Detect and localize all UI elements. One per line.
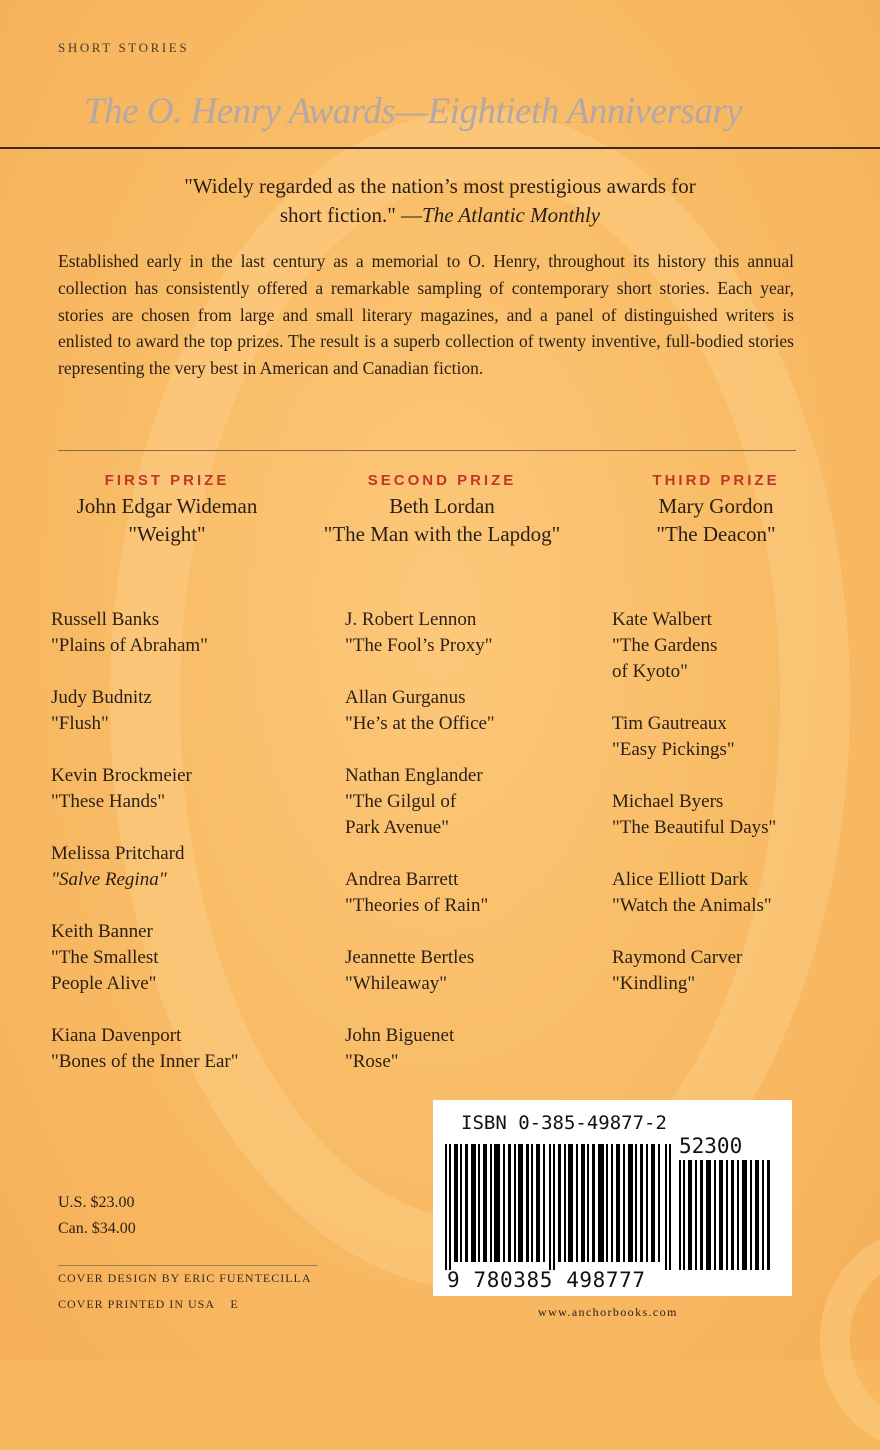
price-code: 52300 xyxy=(679,1134,743,1158)
section-divider xyxy=(58,450,796,451)
banner-title: The O. Henry Awards—Eightieth Anniversary xyxy=(84,91,743,132)
story-author: Keith Banner xyxy=(51,921,153,942)
credits-rule xyxy=(58,1265,318,1266)
list-item xyxy=(51,685,311,737)
story-title: "The Fool’s Proxy" xyxy=(345,635,493,656)
story-author: Raymond Carver xyxy=(612,947,743,968)
list-item xyxy=(51,919,311,997)
list-item xyxy=(612,711,852,763)
series-label: SHORT STORIES xyxy=(58,40,190,55)
stories-column-1 xyxy=(51,607,311,1101)
story-title: "The Beautiful Days" xyxy=(612,817,777,838)
story-author: John Biguenet xyxy=(345,1025,455,1046)
story-title: "Flush" xyxy=(51,713,109,734)
story-author: Kiana Davenport xyxy=(51,1025,182,1046)
barcode-box xyxy=(433,1100,792,1296)
description-blurb: Established early in the last century as a memorial to O. Henry, throughout its history this annual collection has consistently offered a remarkable sampling of contemporary short stories. Each year, stories are chosen from large and small literary magazines, and a panel of distinguished writers is enlisted to award the top prizes. The result is a superb collection of twenty inventive, full-bodied stories representing the very best in American and Canadian fiction. xyxy=(58,251,794,379)
list-item xyxy=(345,945,595,997)
quote-line-1: "Widely regarded as the nation’s most prestigious awards for xyxy=(184,174,696,198)
list-item xyxy=(345,763,595,841)
story-author: Tim Gautreaux xyxy=(612,713,727,734)
story-author: Judy Budnitz xyxy=(51,687,152,708)
second-prize-block xyxy=(302,470,582,548)
story-title: "Theories of Rain" xyxy=(345,895,489,916)
story-author: Alice Elliott Dark xyxy=(612,869,749,890)
list-item xyxy=(612,867,852,919)
prize-title: "Weight" xyxy=(128,522,206,546)
list-item xyxy=(51,763,311,815)
list-item xyxy=(345,607,595,659)
story-title: "These Hands" xyxy=(51,791,166,812)
list-item xyxy=(51,841,311,893)
story-title: "The Smallest xyxy=(51,947,159,968)
story-title: "The Gilgul of xyxy=(345,791,457,812)
barcode-digits: 9 780385 498777 xyxy=(447,1268,646,1292)
list-item xyxy=(51,607,311,659)
story-title: "Whileaway" xyxy=(345,973,448,994)
stories-column-3 xyxy=(612,607,852,1023)
list-item xyxy=(612,607,852,685)
story-title-line-2: People Alive" xyxy=(51,973,157,994)
story-author: Michael Byers xyxy=(612,791,724,812)
story-author: Melissa Pritchard xyxy=(51,843,185,864)
prize-author: Beth Lordan xyxy=(389,494,495,518)
price-barcode xyxy=(679,1160,771,1270)
list-item xyxy=(345,1023,595,1075)
review-quote xyxy=(0,172,880,230)
price-can: Can. $34.00 xyxy=(58,1220,136,1237)
header-rule xyxy=(0,147,880,149)
story-title: "Plains of Abraham" xyxy=(51,635,208,656)
story-author: J. Robert Lennon xyxy=(345,609,477,630)
quote-line-2 xyxy=(0,201,880,230)
story-author: Kate Walbert xyxy=(612,609,712,630)
story-title: "Kindling" xyxy=(612,973,696,994)
story-author: Kevin Brockmeier xyxy=(51,765,192,786)
quote-text: short fiction." — xyxy=(279,203,423,227)
story-title: "Bones of the Inner Ear" xyxy=(51,1051,239,1072)
quote-source: The Atlantic Monthly xyxy=(422,203,601,227)
story-author: Allan Gurganus xyxy=(345,687,466,708)
story-title: "Watch the Animals" xyxy=(612,895,772,916)
list-item xyxy=(345,867,595,919)
story-author: Russell Banks xyxy=(51,609,160,630)
story-title: "The Gardens xyxy=(612,635,718,656)
story-author: Andrea Barrett xyxy=(345,869,459,890)
printed-credit: COVER PRINTED IN USA E xyxy=(58,1297,239,1311)
ean-barcode xyxy=(445,1144,673,1270)
story-author: Jeannette Bertles xyxy=(345,947,475,968)
story-title-line-2: Park Avenue" xyxy=(345,817,449,838)
story-title: "Rose" xyxy=(345,1051,399,1072)
story-author: Nathan Englander xyxy=(345,765,483,786)
price-us: U.S. $23.00 xyxy=(58,1194,135,1211)
list-item xyxy=(612,789,852,841)
prize-author: John Edgar Wideman xyxy=(76,494,258,518)
first-prize-block xyxy=(56,470,278,548)
list-item xyxy=(345,685,595,737)
prize-label: FIRST PRIZE xyxy=(104,472,230,489)
prize-label: SECOND PRIZE xyxy=(367,472,517,489)
list-item xyxy=(51,1023,311,1075)
story-title: "Salve Regina" xyxy=(51,869,167,890)
isbn-label: ISBN 0-385-49877-2 xyxy=(461,1112,667,1134)
third-prize-block xyxy=(610,470,822,548)
list-item xyxy=(612,945,852,997)
prize-label: THIRD PRIZE xyxy=(652,472,780,489)
story-title-line-2: of Kyoto" xyxy=(612,661,688,682)
prize-title: "The Deacon" xyxy=(656,522,776,546)
publisher-url: www.anchorbooks.com xyxy=(538,1305,678,1319)
cover-design-credit: COVER DESIGN BY ERIC FUENTECILLA xyxy=(58,1271,312,1285)
story-title: "Easy Pickings" xyxy=(612,739,735,760)
story-title: "He’s at the Office" xyxy=(345,713,495,734)
prize-title: "The Man with the Lapdog" xyxy=(323,522,561,546)
stories-column-2 xyxy=(345,607,595,1101)
prize-author: Mary Gordon xyxy=(658,494,774,518)
